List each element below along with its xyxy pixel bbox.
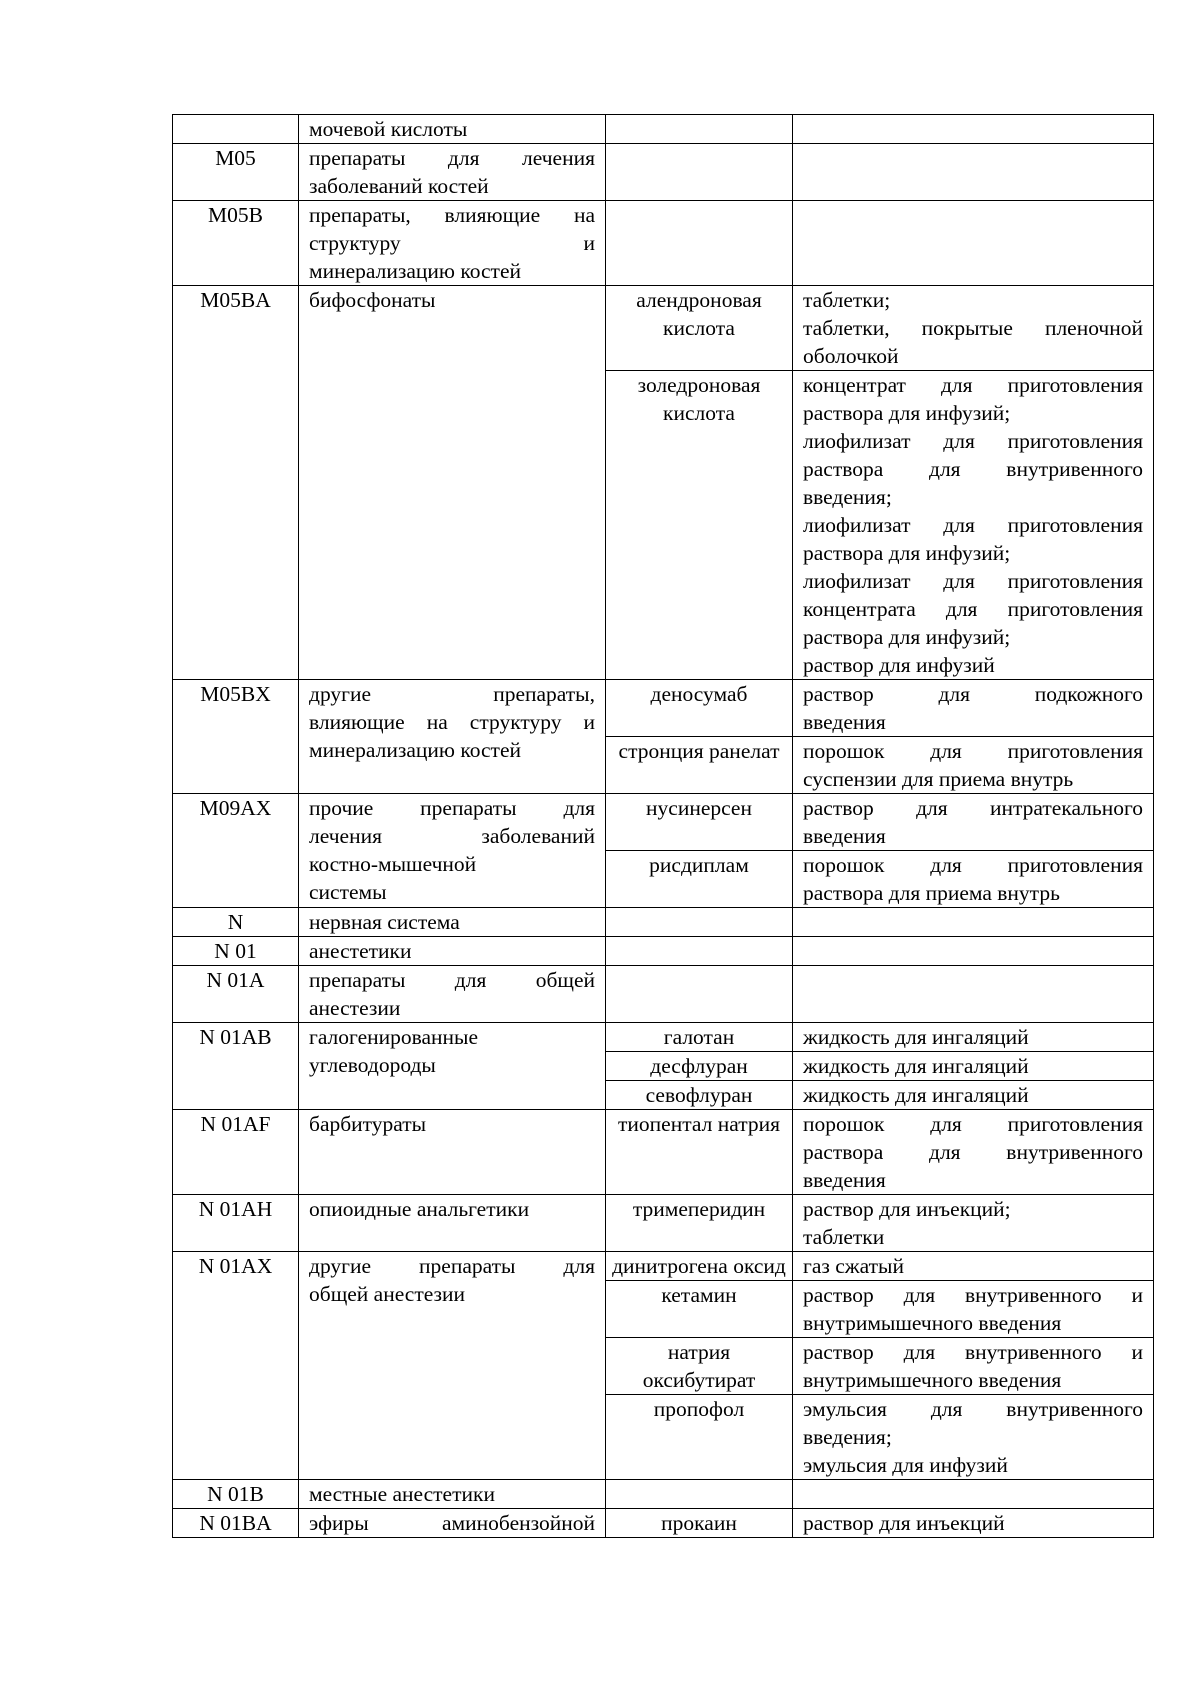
drug-cell: тиопентал натрия <box>606 1110 793 1195</box>
medication-table <box>172 114 1154 1538</box>
atc-code-cell: M09AX <box>173 794 299 908</box>
drug-cell: золедроновая кислота <box>606 371 793 680</box>
drug-cell <box>606 144 793 201</box>
table-row <box>173 1023 1154 1052</box>
table-row <box>173 1195 1154 1252</box>
drug-cell: деносумаб <box>606 680 793 737</box>
drug-cell: рисдиплам <box>606 851 793 908</box>
atc-code-cell: M05BX <box>173 680 299 794</box>
form-cell <box>793 144 1154 201</box>
form-cell <box>793 115 1154 144</box>
form-cell: эмульсия для внутривенного введения; эмульсия для инфузий <box>793 1395 1154 1480</box>
atc-code-cell: N 01 <box>173 937 299 966</box>
drug-cell: галотан <box>606 1023 793 1052</box>
group-cell: галогенированные углеводороды <box>299 1023 606 1110</box>
drug-cell: тримеперидин <box>606 1195 793 1252</box>
table-row <box>173 115 1154 144</box>
group-cell: прочие препараты для лечения заболеваний костно-мышечной системы <box>299 794 606 908</box>
form-cell: раствор для подкожного введения <box>793 680 1154 737</box>
group-cell: другие препараты для общей анестезии <box>299 1252 606 1480</box>
form-cell: порошок для приготовления суспензии для приема внутрь <box>793 737 1154 794</box>
form-cell: порошок для приготовления раствора для внутривенного введения <box>793 1110 1154 1195</box>
form-cell: раствор для внутривенного и внутримышечного введения <box>793 1281 1154 1338</box>
table-row <box>173 1252 1154 1281</box>
table-row <box>173 201 1154 286</box>
table-row <box>173 937 1154 966</box>
group-cell: мочевой кислоты <box>299 115 606 144</box>
atc-code-cell: N 01A <box>173 966 299 1023</box>
form-cell <box>793 201 1154 286</box>
group-cell: эфиры аминобензойной <box>299 1509 606 1538</box>
form-cell: жидкость для ингаляций <box>793 1023 1154 1052</box>
form-cell: таблетки; таблетки, покрытые пленочной оболочкой <box>793 286 1154 371</box>
table-row <box>173 144 1154 201</box>
form-cell: жидкость для ингаляций <box>793 1081 1154 1110</box>
form-cell <box>793 1480 1154 1509</box>
atc-code-cell: N 01AB <box>173 1023 299 1110</box>
table-row <box>173 908 1154 937</box>
atc-code-cell: N 01AX <box>173 1252 299 1480</box>
group-cell: препараты, влияющие на структуру и минерализацию костей <box>299 201 606 286</box>
atc-code-cell: N 01B <box>173 1480 299 1509</box>
drug-cell: севофлуран <box>606 1081 793 1110</box>
form-cell: раствор для интратекального введения <box>793 794 1154 851</box>
drug-cell <box>606 1480 793 1509</box>
group-cell: нервная система <box>299 908 606 937</box>
atc-code-cell: M05B <box>173 201 299 286</box>
atc-code-cell: M05 <box>173 144 299 201</box>
drug-cell: натрия оксибутират <box>606 1338 793 1395</box>
form-cell <box>793 966 1154 1023</box>
atc-code-cell <box>173 115 299 144</box>
form-cell: концентрат для приготовления раствора для инфузий; лиофилизат для приготовления раствора для внутривенного введения; лиофилизат для приготовления раствора для инфузий; лиофилизат для приготовления концентрата для приготовления раствора для инфузий; раствор для инфузий <box>793 371 1154 680</box>
drug-cell: прокаин <box>606 1509 793 1538</box>
table-row <box>173 680 1154 737</box>
form-cell <box>793 908 1154 937</box>
group-cell: другие препараты, влияющие на структуру и минерализацию костей <box>299 680 606 794</box>
group-cell: бифосфонаты <box>299 286 606 680</box>
atc-code-cell: M05BA <box>173 286 299 680</box>
group-cell: анестетики <box>299 937 606 966</box>
form-cell: газ сжатый <box>793 1252 1154 1281</box>
form-cell: порошок для приготовления раствора для приема внутрь <box>793 851 1154 908</box>
group-cell: препараты для общей анестезии <box>299 966 606 1023</box>
form-cell: жидкость для ингаляций <box>793 1052 1154 1081</box>
drug-cell: кетамин <box>606 1281 793 1338</box>
atc-code-cell: N 01AH <box>173 1195 299 1252</box>
table-row <box>173 794 1154 851</box>
drug-cell <box>606 966 793 1023</box>
table-row <box>173 966 1154 1023</box>
atc-code-cell: N <box>173 908 299 937</box>
atc-code-cell: N 01AF <box>173 1110 299 1195</box>
table-row <box>173 1509 1154 1538</box>
table-row <box>173 286 1154 371</box>
drug-cell: динитрогена оксид <box>606 1252 793 1281</box>
table-row <box>173 1110 1154 1195</box>
drug-cell <box>606 937 793 966</box>
drug-cell <box>606 115 793 144</box>
drug-cell: пропофол <box>606 1395 793 1480</box>
form-cell: раствор для инъекций <box>793 1509 1154 1538</box>
drug-cell: десфлуран <box>606 1052 793 1081</box>
form-cell: раствор для инъекций; таблетки <box>793 1195 1154 1252</box>
atc-code-cell: N 01BA <box>173 1509 299 1538</box>
group-cell: барбитураты <box>299 1110 606 1195</box>
drug-cell: алендроновая кислота <box>606 286 793 371</box>
form-cell: раствор для внутривенного и внутримышечного введения <box>793 1338 1154 1395</box>
group-cell: местные анестетики <box>299 1480 606 1509</box>
table-row <box>173 1480 1154 1509</box>
group-cell: опиоидные анальгетики <box>299 1195 606 1252</box>
drug-cell: нусинерсен <box>606 794 793 851</box>
form-cell <box>793 937 1154 966</box>
drug-cell <box>606 201 793 286</box>
group-cell: препараты для лечения заболеваний костей <box>299 144 606 201</box>
drug-cell <box>606 908 793 937</box>
drug-cell: стронция ранелат <box>606 737 793 794</box>
